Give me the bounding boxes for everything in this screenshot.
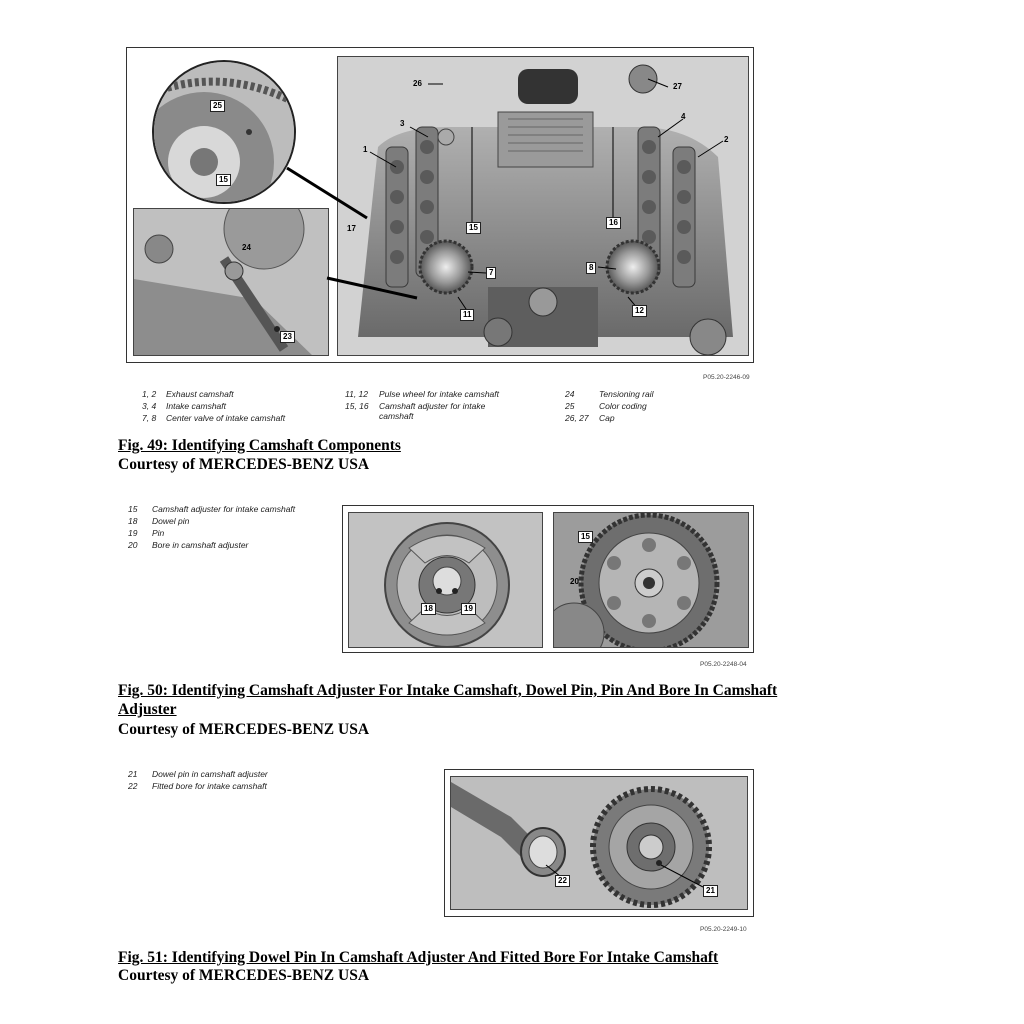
fig50-code: P05.20-2248-04 xyxy=(700,661,747,668)
adjuster-photo-right xyxy=(553,512,749,648)
fig49-legend-col1: 1, 2 Exhaust camshaft 3, 4 Intake camshaft 7, 8 Center valve of intake camshaft xyxy=(142,389,286,423)
fig50-title-line1: Fig. 50: Identifying Camshaft Adjuster For Intake Camshaft, Dowel Pin, Pin And Bore In Camshaft xyxy=(118,682,778,699)
callout-2: 2 xyxy=(724,135,729,144)
callout-3: 3 xyxy=(400,119,405,128)
engine-photo xyxy=(337,56,749,356)
callout-16: 16 xyxy=(606,217,621,229)
fig49-title: Fig. 49: Identifying Camshaft Components xyxy=(118,437,401,454)
callout-12: 12 xyxy=(632,305,647,317)
fig51-figure xyxy=(444,769,754,917)
callout-20: 20 xyxy=(570,577,579,586)
fig51-courtesy: Courtesy of MERCEDES-BENZ USA xyxy=(118,967,370,984)
fig50-title-line2: Adjuster xyxy=(118,701,177,718)
callout-27: 27 xyxy=(673,82,682,91)
callout-8: 8 xyxy=(586,262,596,274)
callout-17: 17 xyxy=(347,224,356,233)
fig51-legend: 21 Dowel pin in camshaft adjuster 22 Fitted bore for intake camshaft xyxy=(128,769,268,791)
fig49-legend-col3: 24 Tensioning rail 25 Color coding 26, 27 Cap xyxy=(565,389,654,423)
callout-11: 11 xyxy=(460,309,474,321)
callout-23: 23 xyxy=(280,331,295,343)
inset-circle xyxy=(152,60,296,204)
callout-15-inset: 15 xyxy=(216,174,231,186)
fig51-title: Fig. 51: Identifying Dowel Pin In Camshaft Adjuster And Fitted Bore For Intake Camshaft xyxy=(118,949,719,966)
callout-26: 26 xyxy=(413,79,422,88)
callout-4: 4 xyxy=(681,112,686,121)
fig49-figure xyxy=(126,47,754,363)
camshaft-photo xyxy=(450,776,748,910)
callout-7: 7 xyxy=(486,267,496,279)
callout-15: 15 xyxy=(466,222,481,234)
fig49-legend-col2: 11, 12 Pulse wheel for intake camshaft 15, 16 Camshaft adjuster for intake camshaft xyxy=(345,389,500,421)
callout-22: 22 xyxy=(555,875,570,887)
engine-illustration xyxy=(338,57,749,356)
callout-1: 1 xyxy=(363,145,368,154)
fig50-legend: 15 Camshaft adjuster for intake camshaft 18 Dowel pin 19 Pin 20 Bore in camshaft adjuster xyxy=(128,504,296,550)
callout-15-fig50: 15 xyxy=(578,531,593,543)
fig49-courtesy: Courtesy of MERCEDES-BENZ USA xyxy=(118,456,370,473)
callout-24: 24 xyxy=(242,243,251,252)
callout-19: 19 xyxy=(461,603,476,615)
inset-rect xyxy=(133,208,329,356)
fig49-code: P05.20-2246-09 xyxy=(703,374,750,381)
fig50-courtesy: Courtesy of MERCEDES-BENZ USA xyxy=(118,721,370,738)
adjuster-photo-left xyxy=(348,512,543,648)
callout-25: 25 xyxy=(210,100,225,112)
fig50-title xyxy=(118,681,777,719)
callout-21: 21 xyxy=(703,885,718,897)
fig51-code: P05.20-2249-10 xyxy=(700,926,747,933)
fig50-figure xyxy=(342,505,754,653)
callout-18: 18 xyxy=(421,603,436,615)
